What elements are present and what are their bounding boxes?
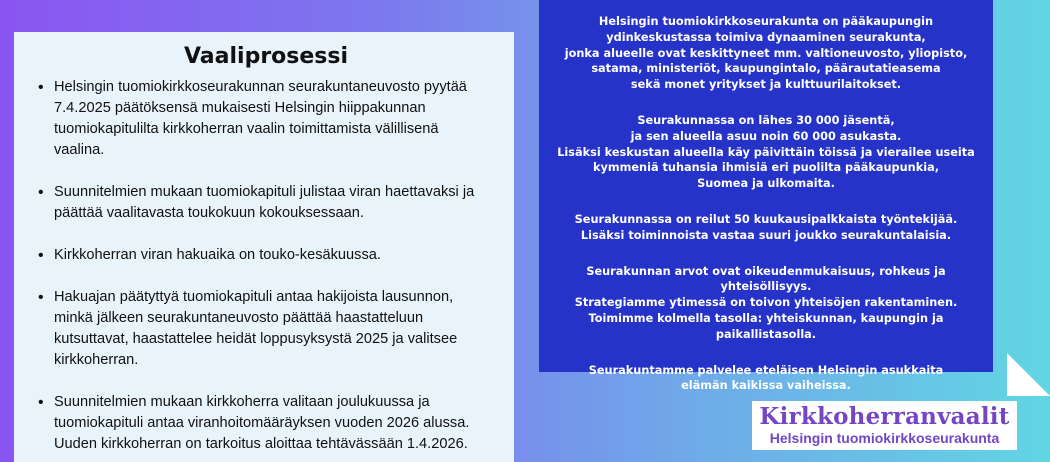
list-item: • Suunnitelmien mukaan kirkkoherra valitaan joulukuussa ja tuomiokapituli antaa viranhoitomääräyksen vuoden 2026 alussa. Uuden kirkkoherran on tarkoitus aloittaa tehtävässään 1.4.2026.: [54, 392, 496, 455]
vaaliprosessi-panel: [14, 32, 514, 462]
panel-title: Vaaliprosessi: [183, 44, 349, 69]
info-paragraph: Helsingin tuomiokirkkoseurakunta on pääkaupungin ydinkeskustassa toimiva dynaaminen seurakunta, jonka alueelle ovat keskittyneet mm. valtioneuvosto, yliopisto, satama, ministeriöt, kaupungintalo, päärautatieasema sekä monet yritykset ja kulttuurilaitokset.: [564, 15, 968, 92]
list-item: • Hakuajan päätyttyä tuomiokapituli antaa hakijoista lausunnon, minkä jälkeen seurakuntaneuvosto päättää haastatteluun kutsuttavat, haastattelee heidät loppusyksystä 2025 ja valitsee kirkkoherran.: [54, 287, 496, 371]
election-logo: [752, 401, 1017, 450]
process-list: [36, 77, 496, 455]
info-paragraph: Seurakunnassa on reilut 50 kuukausipalkkaista työntekijää. Lisäksi toiminnoista vastaa suuri joukko seurakuntalaisia.: [574, 212, 958, 242]
list-item: • Helsingin tuomiokirkkoseurakunnan seurakuntaneuvosto pyytää 7.4.2025 päätöksensä mukaisesti Helsingin hiippakunnan tuomiokapitulilta kirkkoherran vaalin toimittamista välillisenä vaalina.: [54, 77, 496, 161]
parish-info-panel: [539, 0, 993, 393]
decorative-corner-shape: [1007, 353, 1050, 396]
list-item: • Kirkkoherran viran hakuaika on touko-kesäkuussa.: [54, 245, 496, 266]
logo-title: Kirkkoherranvaalit: [759, 403, 1010, 430]
info-paragraph: Seurakunnan arvot ovat oikeudenmukaisuus, rohkeus ja yhteisöllisyys. Strategiamme ytimessä on toivon yhteisöjen rakentaminen. Toimimme kolmella tasolla: yhteiskunnan, kaupungin ja paikallistasolla.: [574, 264, 958, 341]
logo-subtitle: Helsingin tuomiokirkkoseurakunta: [769, 430, 1000, 446]
list-item: • Suunnitelmien mukaan tuomiokapituli julistaa viran haettavaksi ja päättää vaalitavasta toukokuun kokouksessaan.: [54, 182, 496, 224]
info-paragraph: Seurakunnassa on lähes 30 000 jäsentä, ja sen alueella asuu noin 60 000 asukasta. Lisäksi keskustan alueella käy päivittäin töissä ja vierailee useita kymmeniä tuhansia ihmisiä eri puolilta pääkaupunkia, Suomea ja ulkomaita.: [557, 113, 975, 191]
info-paragraph: Seurakuntamme palvelee eteläisen Helsingin asukkaita elämän kaikissa vaiheissa.: [588, 363, 944, 393]
